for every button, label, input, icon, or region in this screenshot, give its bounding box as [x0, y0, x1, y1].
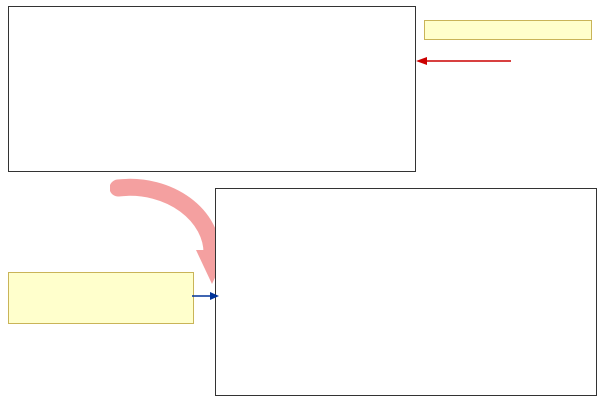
callout-unformatted-label	[424, 20, 592, 40]
toc-formatted-panel	[215, 188, 597, 396]
arrow-blue-icon	[192, 288, 220, 304]
toc-unformatted-panel	[8, 6, 416, 172]
arrow-red-icon	[416, 55, 512, 67]
callout-formatted-label	[8, 272, 194, 324]
